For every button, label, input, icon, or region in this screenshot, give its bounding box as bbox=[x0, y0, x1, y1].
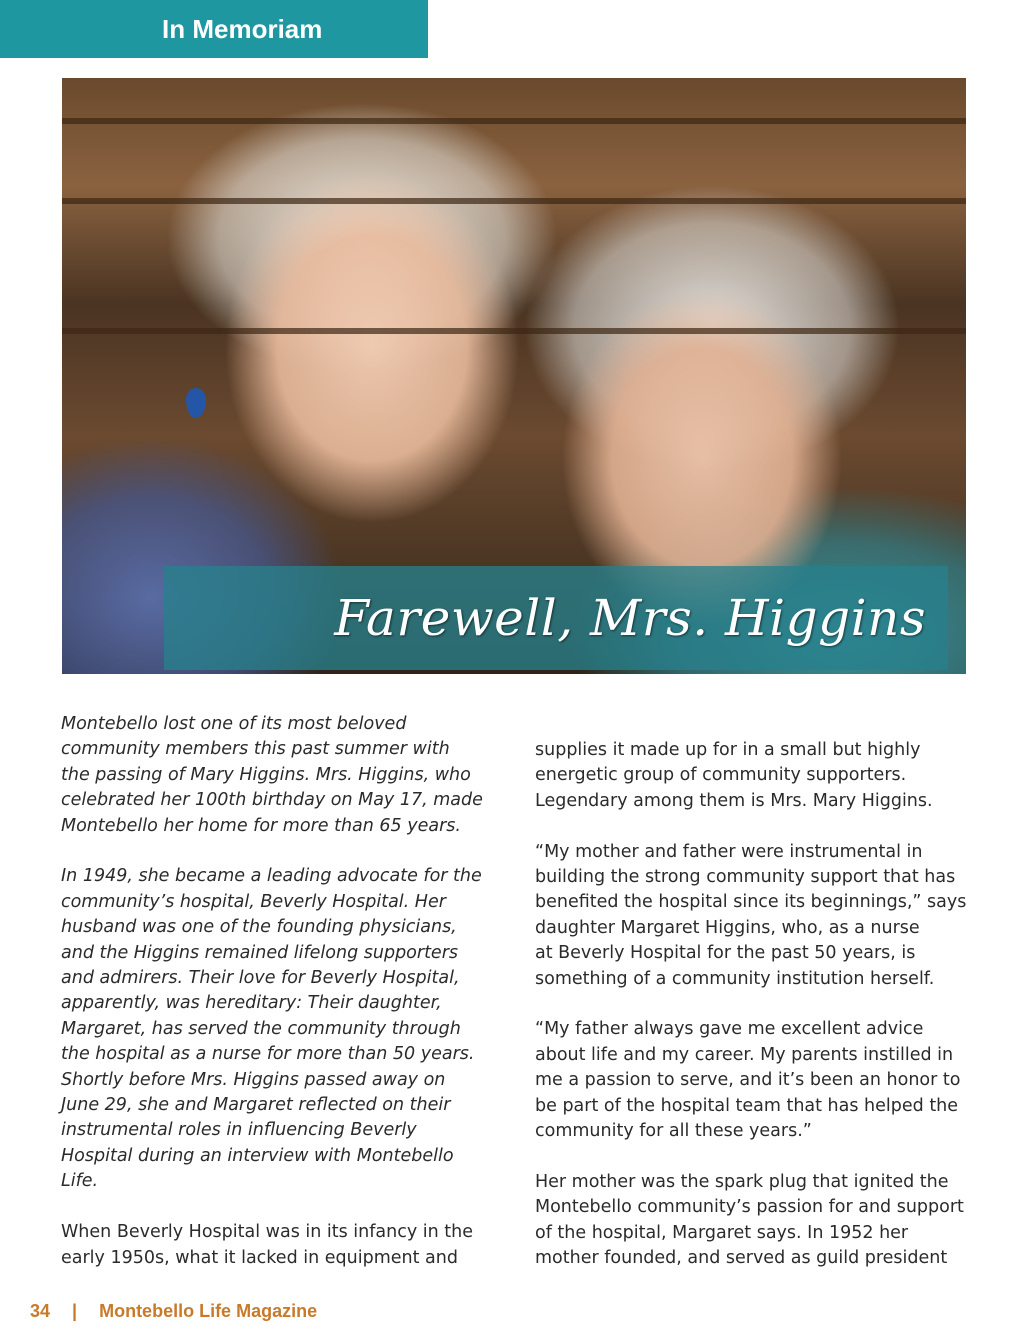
hero-photo bbox=[62, 78, 966, 674]
body-paragraph: supplies it made up for in a small but highly energetic group of community supporters. Legendary among them is Mrs. Mary Higgins. bbox=[535, 740, 933, 811]
bookshelf-line bbox=[62, 198, 966, 204]
bookshelf-line bbox=[62, 328, 966, 334]
page-footer bbox=[30, 1298, 317, 1324]
article-column-left bbox=[61, 712, 501, 1296]
body-paragraph: Her mother was the spark plug that ignited the Montebello community’s passion for and support of the hospital, Margaret says. In 1952 her mother founded, and served as guild president bbox=[535, 1171, 964, 1269]
body-paragraph: “My father always gave me excellent advice about life and my career. My parents instilled in me a passion to serve, and it’s been an honor to be part of the hospital team that has helped the community for all these years.” bbox=[535, 1019, 961, 1142]
article-title: Farewell, Mrs. Higgins bbox=[334, 589, 926, 647]
intro-paragraph: In 1949, she became a leading advocate for the community’s hospital, Beverly Hospital. Her husband was one of the founding physicians, and the Higgins remained lifelong supporters and admirers. Their love for Beverly Hospital, apparently, was hereditary: Their daughter, Margaret, has served the community through the hospital as a nurse for more than 50 years. Shortly before Mrs. Higgins passed away on June 29, she and Margaret reflected on their instrumental roles in influencing Beverly Hospital during an interview with Montebello Life. bbox=[61, 866, 482, 1192]
bookshelf-line bbox=[62, 118, 966, 124]
intro-paragraph: Montebello lost one of its most beloved community members this past summer with the passing of Mary Higgins. Mrs. Higgins, who celebrated her 100th birthday on May 17, made Montebello her home for more than 65 years. bbox=[61, 714, 483, 836]
footer-divider: | bbox=[72, 1300, 78, 1321]
earring bbox=[186, 388, 206, 418]
publication-name: Montebello Life Magazine bbox=[99, 1300, 318, 1321]
body-paragraph: When Beverly Hospital was in its infancy in the early 1950s, what it lacked in equipment and bbox=[61, 1222, 473, 1268]
page-number: 34 bbox=[30, 1300, 51, 1321]
body-paragraph: “My mother and father were instrumental in building the strong community support that has benefited the hospital since its beginnings,” says daughter Margaret Higgins, who, as a nurse at Beverly Hospital for the past 50 years, is something of a community institution herself. bbox=[535, 841, 967, 989]
title-banner bbox=[164, 566, 948, 670]
section-label: In Memoriam bbox=[162, 13, 323, 44]
article-column-right bbox=[535, 738, 975, 1297]
section-tab bbox=[0, 0, 428, 58]
